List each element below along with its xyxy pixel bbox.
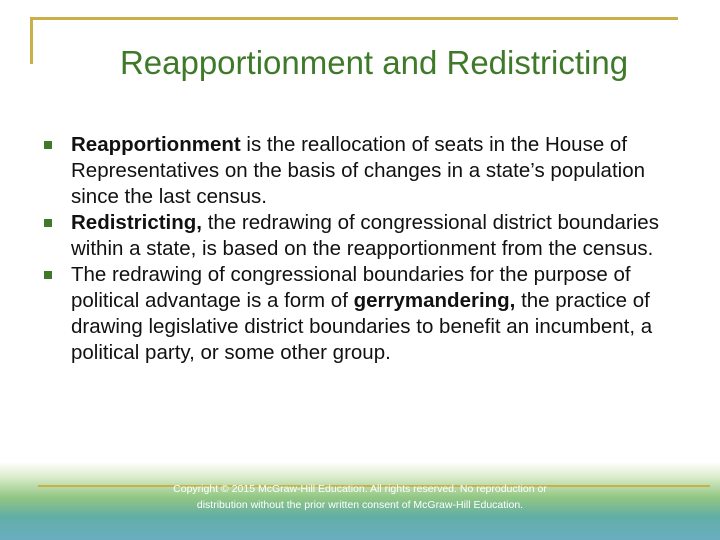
square-bullet-icon — [44, 271, 52, 279]
bold-term: Reapportionment — [71, 133, 241, 156]
bullet-item-redistricting — [45, 210, 685, 262]
bullet-lead: The redrawing of congressional boundaries for the purpose of political advantage is a form of — [71, 263, 631, 312]
square-bullet-icon — [44, 219, 52, 227]
copyright-notice: Copyright © 2015 McGraw-Hill Education. All rights reserved. No reproduction or distribution without the prior written consent of McGraw-Hill Education. — [173, 483, 547, 511]
bullet-body: the practice of drawing legislative district boundaries to benefit an incumbent, a political party, or some other group. — [71, 289, 653, 364]
bold-term: Redistricting, — [71, 211, 202, 234]
bullet-text — [71, 132, 685, 210]
bullet-body: the redrawing of congressional district boundaries within a state, is based on the reapportionment from the census. — [71, 211, 659, 260]
bullet-body: is the reallocation of seats in the House of Representatives on the basis of changes in a state’s population since the last census. — [71, 133, 645, 208]
bullet-text — [71, 210, 685, 262]
square-bullet-icon — [44, 141, 52, 149]
bullet-item-reapportionment — [45, 132, 685, 210]
bullet-item-gerrymandering — [45, 262, 685, 366]
title-frame-top-line — [30, 17, 678, 20]
bullet-list — [45, 132, 685, 366]
slide-title: Reapportionment and Redistricting — [119, 44, 629, 81]
bullet-text — [71, 262, 685, 366]
bold-term: gerrymandering, — [353, 289, 516, 312]
